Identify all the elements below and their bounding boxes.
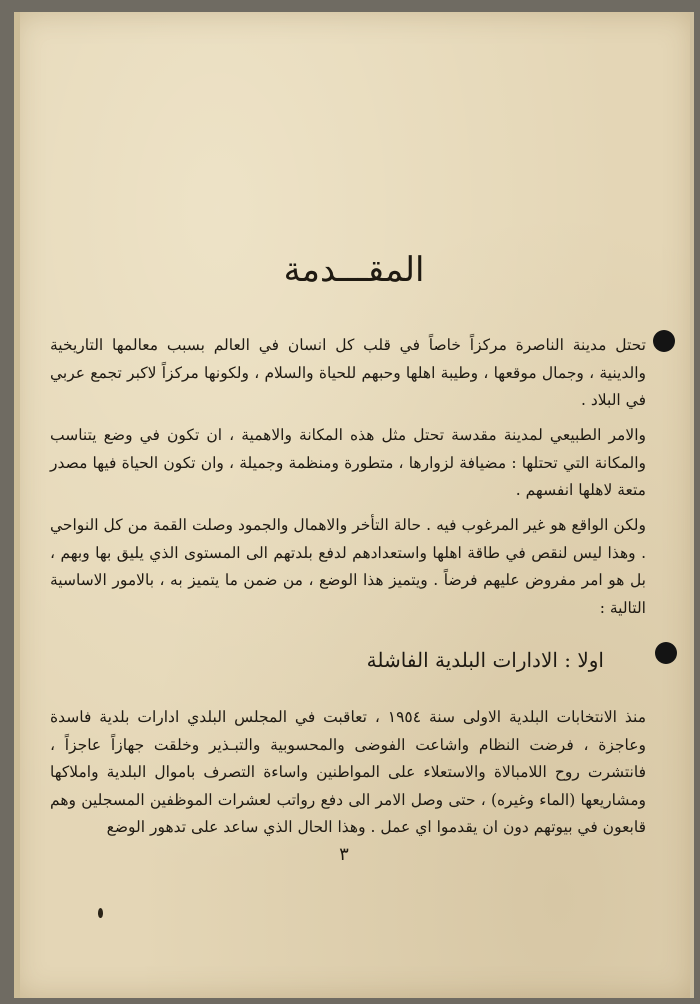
ink-speck — [98, 908, 103, 918]
punch-hole-top — [653, 330, 675, 352]
page-edge — [690, 12, 694, 998]
punch-hole-bottom — [655, 642, 677, 664]
intro-paragraph-3: ولكن الواقع هو غير المرغوب فيه . حالة التأخر والاهمال والجمود وصلت القمة من كل النواحي . وهذا ليس لنقص في طاقة اهلها واستعدادهم لدفع بلدتهم الى المستوى الذي يليق بها وبهم ، بل هو امر مفروض عليهم فرضاً . ويتميز هذا الوضع ، من ضمن ما يتميز به ، بالامور الاساسية التالية : — [50, 516, 646, 617]
intro-paragraph-2: والامر الطبيعي لمدينة مقدسة تحتل مثل هذه المكانة والاهمية ، ان تكون في وضع يتناسب والمكانة التي تحتلها : مضيافة لزوارها ، متطورة ومنظمة وجميلة ، وان تكون الحياة فيها مصدر متعة لاهلها انفسهم . — [50, 426, 646, 499]
intro-paragraph-1: تحتل مدينة الناصرة مركزاً خاصاً في قلب كل انسان في العالم بسبب معالمها التاريخية والدينية ، وجمال موقعها ، وطيبة اهلها وحبهم للحياة والسلام ، ولكونها مركزاً لاكبر تجمع عربي في البلاد . — [50, 336, 646, 409]
binding-edge — [14, 12, 20, 998]
document-page — [14, 12, 694, 998]
section-paragraph: منذ الانتخابات البلدية الاولى سنة ١٩٥٤ ، تعاقبت في المجلس البلدي ادارات بلدية فاسدة وعاجزة ، فرضت النظام واشاعت الفوضى والمحسوبية والتبـذير وخلقت جهازاً عاجزاً ، فانتشرت روح اللامبالاة والاستعلاء على المواطنين واساءة التصرف باموال البلدية واملاكها ومشاريعها (الماء وغيره) ، حتى وصل الامر الى دفع رواتب لعشرات الموظفين المسجلين وهم قابعون في بيوتهم دون ان يقدموا اي عمل . وهذا الحال الذي ساعد على تدهور الوضع — [50, 708, 646, 836]
section-heading: اولا : الادارات البلدية الفاشلة — [366, 648, 604, 672]
page-number: ٣ — [339, 844, 349, 865]
page-title: المقـــدمة — [283, 250, 425, 290]
